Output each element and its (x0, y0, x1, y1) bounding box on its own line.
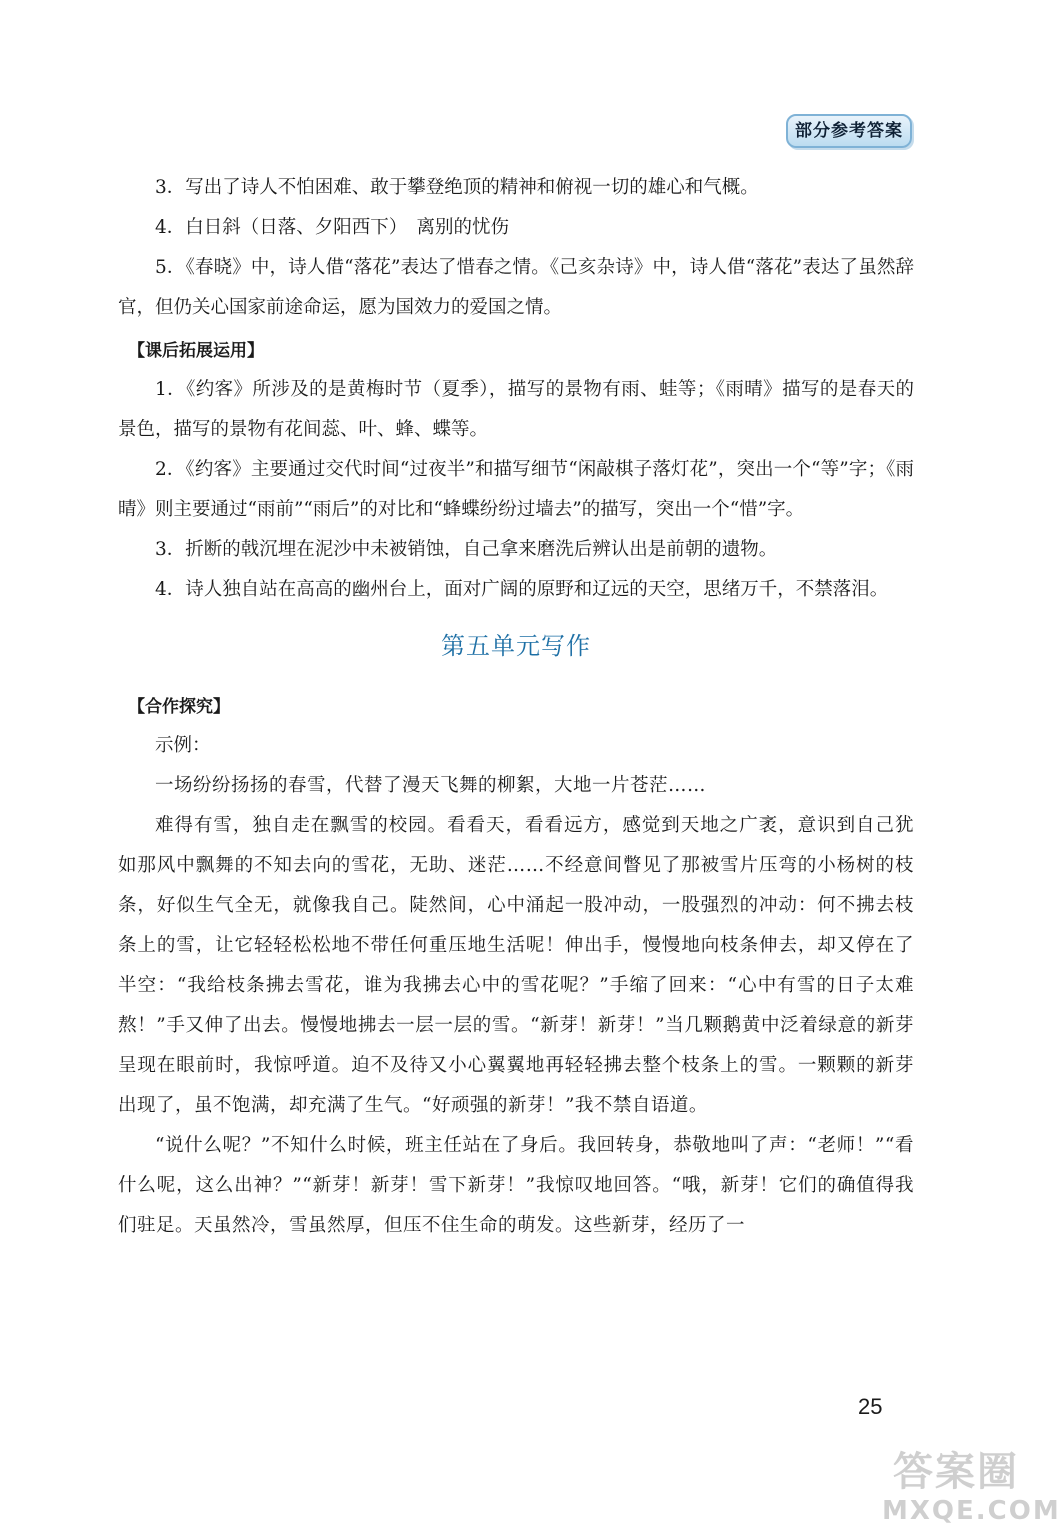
watermark-logo (882, 1448, 1061, 1534)
unit-title: 第五单元写作 (441, 632, 591, 660)
page-number: 25 (858, 1394, 883, 1419)
header-tab: 部分参考答案 (786, 114, 912, 148)
answer-item: 3．写出了诗人不怕困难、敢于攀登绝顶的精神和俯视一切的雄心和气概。 (155, 177, 759, 198)
essay-paragraph: 难得有雪，独自走在飘雪的校园。看看天，看看远方，感觉到天地之广袤，意识到自己犹如那风中飘舞的不知去向的雪花，无助、迷茫……不经意间瞥见了那被雪片压弯的小杨树的枝条，好似生气全无，就像我自己。陡然间，心中涌起一股冲动，一股强烈的冲动：何不拂去枝条上的雪，让它轻轻松松地不带任何重压地生活呢！伸出手，慢慢地向枝条伸去，却又停在了半空：“我给枝条拂去雪花，谁为我拂去心中的雪花呢？”手缩了回来：“心中有雪的日子太难熬！”手又伸了出去。慢慢地拂去一层一层的雪。“新芽！新芽！”当几颗鹅黄中泛着绿意的新芽呈现在眼前时，我惊呼道。迫不及待又小心翼翼地再轻轻拂去整个枝条上的雪。一颗颗的新芽出现了，虽不饱满，却充满了生气。“好顽强的新芽！”我不禁自语道。 (118, 815, 914, 1116)
section-heading-cooperation: 【合作探究】 (128, 697, 230, 717)
answer-item: 4．白日斜（日落、夕阳西下） 离别的忧伤 (155, 217, 510, 238)
page-content (118, 168, 914, 1246)
watermark-top-text: 答案圈 (893, 1449, 1019, 1495)
section-heading-extension: 【课后拓展运用】 (128, 341, 264, 361)
answer-item: 2．《约客》主要通过交代时间“过夜半”和描写细节“闲敲棋子落灯花”，突出一个“等”字；《雨晴》则主要通过“雨前”“雨后”的对比和“蜂蝶纷纷过墙去”的描写，突出一个“惜”字。 (118, 459, 914, 520)
essay-paragraph: “说什么呢？”不知什么时候，班主任站在了身后。我回转身，恭敬地叫了声：“老师！”“看什么呢，这么出神？”“新芽！新芽！雪下新芽！”我惊叹地回答。“哦，新芽！它们的确值得我们驻足。天虽然冷，雪虽然厚，但压不住生命的萌发。这些新芽，经历了一 (118, 1135, 914, 1236)
answer-item: 5．《春晓》中，诗人借“落花”表达了惜春之情。《己亥杂诗》中，诗人借“落花”表达了虽然辞官，但仍关心国家前途命运，愿为国效力的爱国之情。 (118, 257, 914, 318)
watermark-bottom-text: MXQE.COM (882, 1496, 1061, 1526)
example-label: 示例： (155, 735, 211, 756)
answer-item: 4．诗人独自站在高高的幽州台上，面对广阔的原野和辽远的天空，思绪万千，不禁落泪。 (155, 579, 889, 600)
answer-item: 1．《约客》所涉及的是黄梅时节（夏季），描写的景物有雨、蛙等；《雨晴》描写的是春天的景色，描写的景物有花间蕊、叶、蜂、蝶等。 (118, 379, 914, 440)
essay-paragraph: 一场纷纷扬扬的春雪，代替了漫天飞舞的柳絮，大地一片苍茫…… (155, 775, 707, 796)
answer-item: 3．折断的戟沉埋在泥沙中未被销蚀，自己拿来磨洗后辨认出是前朝的遗物。 (155, 539, 778, 560)
